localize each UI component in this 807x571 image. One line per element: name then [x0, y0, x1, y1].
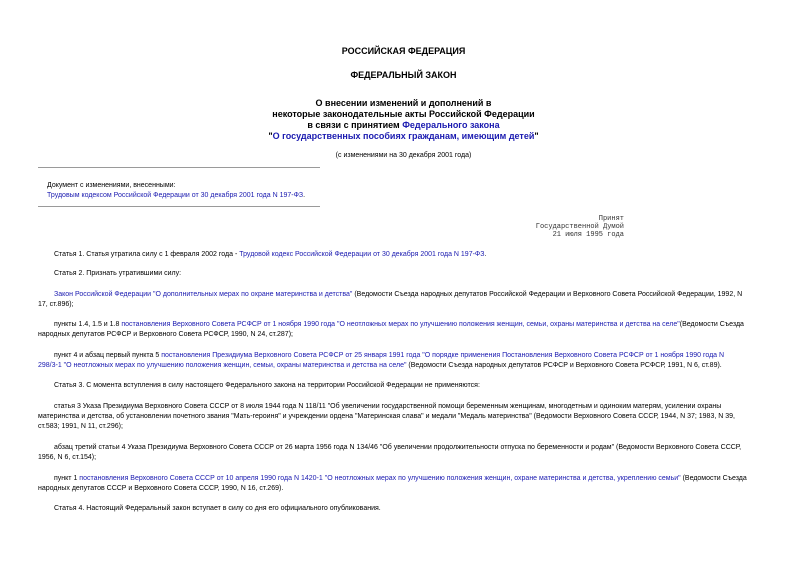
changes-link-line — [47, 191, 807, 201]
divider-top — [38, 167, 320, 168]
adopted-line-3: 21 июля 1995 года — [552, 231, 624, 239]
item-6-suffix: (Ведомости Съезда — [680, 475, 747, 482]
maternity-law-link[interactable]: Закон Российской Федерации "О дополнительных мерах по охране материнства и детства" — [54, 291, 353, 298]
changes-label: Документ с изменениями, внесенными: — [47, 182, 176, 189]
article-1-text: Статья 1. Статья утратила силу с 1 февраля 2002 года - — [54, 251, 240, 258]
item-6-line-2: народных депутатов СССР и Верховного Совета СССР, 1990, N 16, ст.269). — [38, 485, 284, 492]
child-benefits-law-link[interactable]: О государственных пособиях гражданам, имеющим детей — [272, 131, 535, 141]
title-line-3-prefix: в связи с принятием — [307, 120, 403, 130]
item-2-prefix: пункты 1.4, 1.5 и 1.8 — [54, 321, 122, 328]
title-line-1: О внесении изменений и дополнений в — [315, 98, 492, 108]
article-3: Статья 3. С момента вступления в силу настоящего Федерального закона на территории Российской Федерации не применяются: — [54, 382, 480, 389]
item-1-line-1 — [38, 290, 807, 300]
item-4-line-3: ст.583; 1991, N 11, ст.296); — [38, 423, 123, 430]
labor-code-link[interactable]: Трудовым кодексом Российской Федерации от 30 декабря 2001 года N 197-ФЗ — [47, 192, 304, 199]
title-quote-open: " — [268, 131, 273, 141]
ussr-decree-1990-link[interactable]: постановления Верховного Совета СССР от 10 апреля 1990 года N 1420-1 "О неотложных мерах по улучшению положения женщин, охране материнства и детства, укреплению семьи" — [79, 475, 681, 482]
item-4-line-1: статья 3 Указа Президиума Верховного Совета СССР от 8 июля 1944 года N 118/11 "Об увеличении государственной помощи беременным женщинам, многодетным и одиноким матерям, усилении охраны — [54, 403, 722, 410]
adopted-line-1: Принят — [598, 215, 624, 223]
document-title — [0, 98, 807, 142]
item-2-line-2: народных депутатов РСФСР и Верховного Совета РСФСР, 1990, N 24, ст.287); — [38, 331, 293, 338]
country-heading: РОССИЙСКАЯ ФЕДЕРАЦИЯ — [341, 46, 466, 56]
presidium-decree-1991-link[interactable]: постановления Президиума Верховного Совета РСФСР от 25 января 1991 года "О порядке применения Постановления Верховного Совета РСФСР от 1 ноября 1990 года N — [161, 352, 725, 359]
title-line-4 — [0, 131, 807, 142]
amendment-note: (с изменениями на 30 декабря 2001 года) — [335, 152, 472, 159]
item-3-line-1 — [38, 351, 807, 361]
title-quote-close: " — [534, 131, 539, 141]
item-4-line-2: материнства и детства, об установлении почетного звания "Мать-героиня" и учреждении ордена "Материнская слава" и медали "Медаль материнства" (Ведомости Верховного Совета СССР, 1944, N 37; 1983, N 39, — [38, 413, 735, 420]
article-1-labor-code-link[interactable]: Трудовой кодекс Российской Федерации от 30 декабря 2001 года N 197-ФЗ — [239, 251, 485, 258]
item-6-prefix: пункт 1 — [54, 475, 80, 482]
law-type-heading: ФЕДЕРАЛЬНЫЙ ЗАКОН — [350, 70, 457, 80]
adopted-line-2: Государственной Думой — [535, 223, 624, 231]
item-3-line-2 — [38, 361, 798, 371]
article-1 — [38, 250, 807, 260]
article-2: Статья 2. Признать утратившими силу: — [54, 270, 182, 277]
article-4: Статья 4. Настоящий Федеральный закон вступает в силу со дня его официального опубликования. — [54, 505, 381, 512]
title-line-3 — [0, 120, 807, 131]
divider-bottom — [38, 206, 320, 207]
changes-link-end: . — [303, 192, 306, 199]
item-2-suffix: (Ведомости Съезда — [679, 321, 744, 328]
presidium-decree-1991-link-cont[interactable]: 298/3-1 "О неотложных мерах по улучшению положения женщин, семьи, охраны материнства и детства на селе" — [38, 362, 407, 369]
adoption-stamp — [536, 215, 624, 239]
federal-law-link[interactable]: Федерального закона — [402, 120, 500, 130]
item-5-line-2: 1956, N 6, ст.154); — [38, 454, 97, 461]
item-2-line-1 — [38, 320, 807, 330]
article-1-end: . — [484, 251, 487, 258]
rsfsr-decree-1990-link[interactable]: постановления Верховного Совета РСФСР от 1 ноября 1990 года "О неотложных мерах по улучшению положения женщин, семьи, охраны материнства и детства на селе" — [121, 321, 680, 328]
item-3-suffix: (Ведомости Съезда народных депутатов РСФСР и Верховного Совета РСФСР, 1991, N 6, ст.89). — [406, 362, 722, 369]
item-6-line-1 — [38, 474, 807, 484]
item-1-line-2: 17, ст.896); — [38, 301, 74, 308]
item-5-line-1: абзац третий статьи 4 Указа Президиума Верховного Совета СССР от 26 марта 1956 года N 134/46 "Об увеличении продолжительности отпуска по беременности и родам" (Ведомости Верховного Совета СССР, — [54, 444, 742, 451]
item-3-prefix: пункт 4 и абзац первый пункта 5 — [54, 352, 162, 359]
title-line-2: некоторые законодательные акты Российской Федерации — [272, 109, 535, 119]
item-1-text: (Ведомости Съезда народных депутатов Российской Федерации и Верховного Совета Российской Федерации, 1992, N — [352, 291, 743, 298]
